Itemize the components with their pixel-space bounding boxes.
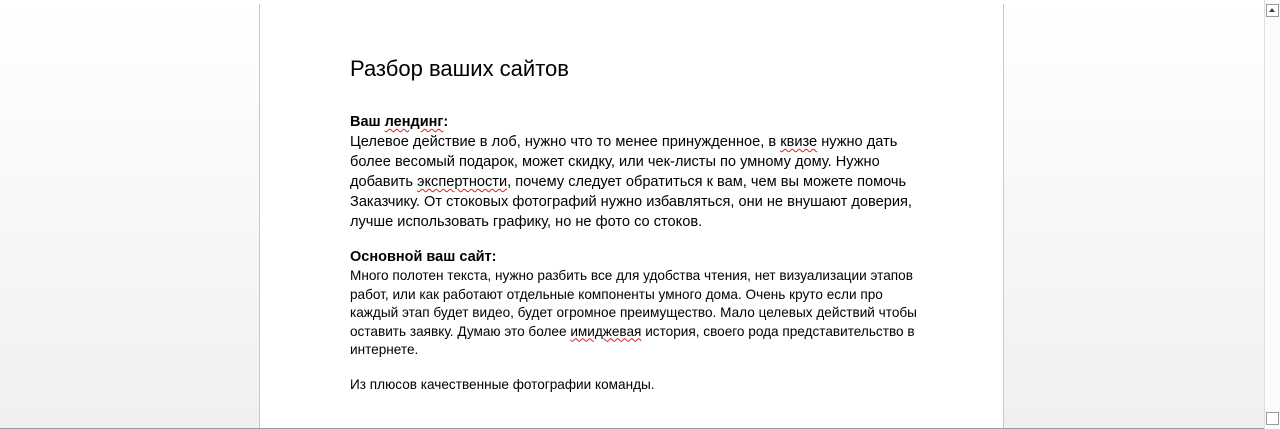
text-run: , почему следует обратиться к вам, чем вы можете помочь Заказчику. От стоковых фотографий нужно избавляться, они не внушают доверия, лучше использовать графику, но не фото со стоков.: [350, 174, 912, 230]
document-content[interactable]: [350, 56, 930, 410]
page-title: Разбор ваших сайтов: [350, 56, 569, 81]
misspelled-word[interactable]: экспертности: [417, 174, 508, 190]
section-heading-landing: [350, 112, 930, 132]
scroll-up-arrow-icon[interactable]: [1266, 4, 1279, 17]
text-run: история, своего рода представительство в интернете.: [350, 323, 915, 357]
closing-paragraph: Из плюсов качественные фотографии команды.: [350, 376, 655, 392]
scroll-down-button[interactable]: [1266, 412, 1279, 425]
vertical-scrollbar[interactable]: [1264, 0, 1280, 429]
text-run: нужно дать более весомый подарок, может скидку, или чек-листы по умному дому. Нужно добавить: [350, 134, 898, 190]
document-page[interactable]: [259, 4, 1004, 429]
section-heading-main-site: Основной ваш сайт:: [350, 249, 497, 265]
misspelled-word[interactable]: квизе: [780, 134, 818, 150]
section-paragraph-landing: [350, 132, 930, 232]
heading-part: :: [443, 114, 449, 130]
misspelled-word[interactable]: имиджевая: [570, 323, 642, 339]
text-run: Много полотен текста, нужно разбить все для удобства чтения, нет визуализации этапов работ, или как работают отдельные компоненты умного дома. Очень круто если про каждый этап будет видео, будет огромное преимущество. Мало целевых действий чтобы оставить заявку. Думаю это более: [350, 268, 917, 339]
misspelled-word[interactable]: лендинг: [384, 114, 444, 130]
text-run: Целевое действие в лоб, нужно что то менее принужденное, в: [350, 134, 781, 150]
heading-part: Ваш: [350, 114, 385, 130]
section-paragraph-main-site: [350, 267, 930, 360]
